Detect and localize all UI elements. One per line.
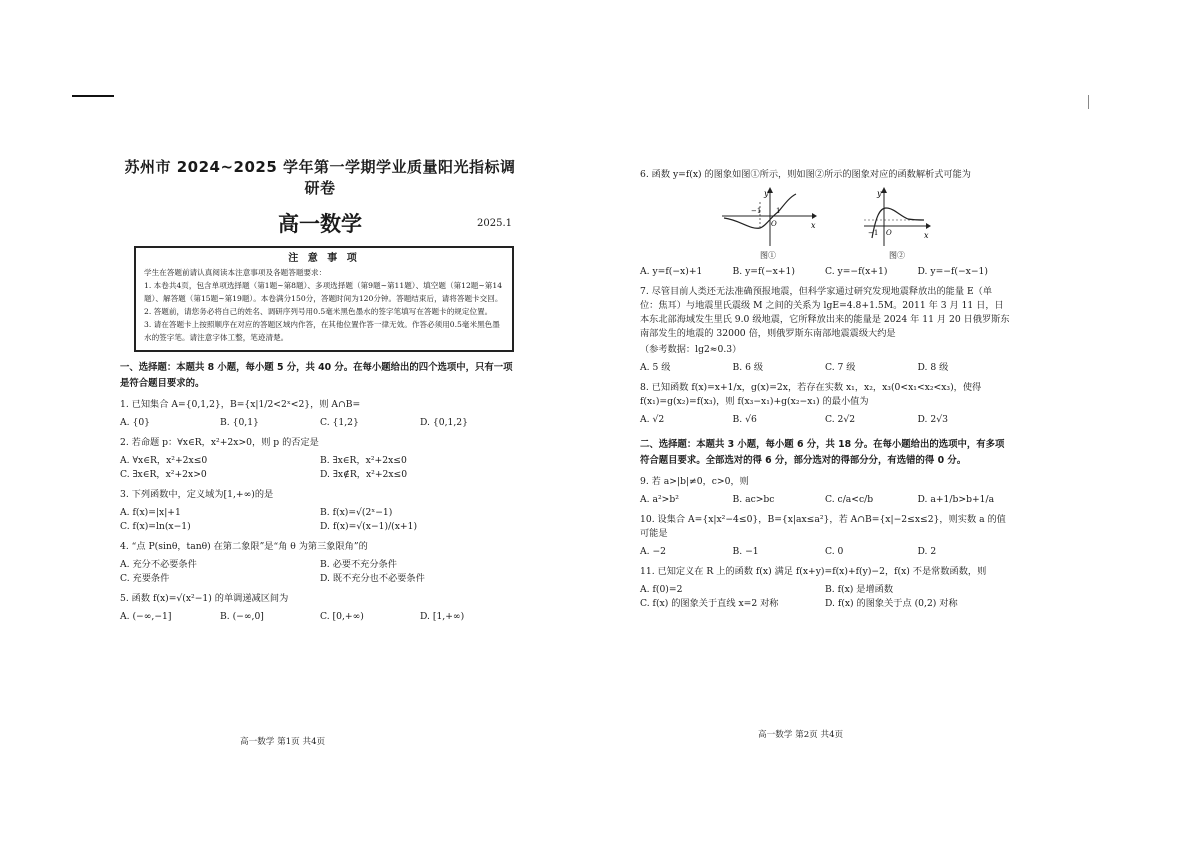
option: C. c/a<c/b <box>825 494 874 505</box>
option: B. ac>bc <box>732 494 775 505</box>
question-stem: 10. 设集合 A={x|x²−4≤0}，B={x|ax≤a²}，若 A∩B={x|−2≤x≤2}，则实数 a 的值可能是 <box>640 514 1006 539</box>
question-options <box>120 558 520 586</box>
function-figures <box>640 186 1010 261</box>
option: D. ∃x∉R，x²+2x≤0 <box>320 469 408 480</box>
axis-label: x <box>924 231 929 240</box>
scan-mark <box>72 95 114 97</box>
page-one <box>120 150 520 624</box>
page-two <box>640 168 1010 611</box>
section-heading: 二、选择题：本题共 3 小题，每小题 6 分，共 18 分。在每小题给出的选项中，有多项符合题目要求。全部选对的得 6 分，部分选对的得部分分，有选错的得 0 分。 <box>640 439 1005 466</box>
exam-date: 2025.1 <box>477 218 512 229</box>
figure-one <box>718 186 818 261</box>
option: A. (−∞,−1] <box>120 611 172 622</box>
axis-label: O <box>771 220 777 228</box>
figure-two <box>862 186 932 261</box>
page-footer: 高一数学 第1页 共4页 <box>240 737 326 747</box>
notice-box <box>134 246 514 352</box>
option: B. √6 <box>732 414 757 425</box>
option: A. √2 <box>640 414 665 425</box>
question-options <box>640 545 1010 559</box>
option: A. ∀x∈R，x²+2x≤0 <box>120 455 208 466</box>
question-stem: 8. 已知函数 f(x)=x+1/x，g(x)=2x，若存在实数 x₁，x₂，x₃(0<x₁<x₂<x₃)，使得 f(x₁)=g(x₂)=f(x₃)，则 f(x₃−x₁)+g(x₂−x₁) 的最小值为 <box>640 382 982 407</box>
option: D. {0,1,2} <box>420 417 468 428</box>
option: D. 既不充分也不必要条件 <box>320 573 425 584</box>
question-options <box>640 265 1010 279</box>
axis-label: y <box>764 189 769 198</box>
notice-title: 注 意 事 项 <box>288 253 360 264</box>
notice-item: 3. 请在答题卡上按照顺序在对应的答题区域内作答，在其他位置作答一律无效。作答必须用0.5毫米黑色墨水的签字笔。请注意字体工整，笔迹清楚。 <box>144 320 500 342</box>
option: D. 2 <box>917 546 937 557</box>
question-options <box>120 416 520 430</box>
option: D. 8 级 <box>917 362 949 373</box>
option: A. f(0)=2 <box>640 584 683 595</box>
option: D. f(x)=√(x−1)/(x+1) <box>320 521 418 532</box>
option: C. {1,2} <box>320 417 359 428</box>
option: B. 6 级 <box>732 362 764 373</box>
question-stem: 6. 函数 y=f(x) 的图象如图①所示，则如图②所示的图象对应的函数解析式可能为 <box>640 169 971 180</box>
option: B. 必要不充分条件 <box>320 559 397 570</box>
option: A. −2 <box>640 546 667 557</box>
axis-label: x <box>811 221 816 230</box>
question-options <box>640 413 1010 427</box>
exam-title: 苏州市 2024~2025 学年第一学期学业质量阳光指标调研卷 <box>124 158 516 197</box>
option: D. [1,+∞) <box>420 611 465 622</box>
option: D. f(x) 的图象关于点 (0,2) 对称 <box>825 598 958 609</box>
graph-two-svg <box>862 186 932 248</box>
figure-caption: 图① <box>760 251 776 260</box>
question-options <box>120 454 520 482</box>
option: C. y=−f(x+1) <box>825 266 888 277</box>
figure-caption: 图② <box>889 251 905 260</box>
question-options <box>120 506 520 534</box>
question-stem: 9. 若 a>|b|≠0，c>0，则 <box>640 476 749 487</box>
option: B. {0,1} <box>220 417 259 428</box>
option: C. 7 级 <box>825 362 856 373</box>
option: A. a²>b² <box>640 494 679 505</box>
option: A. 充分不必要条件 <box>120 559 197 570</box>
option: C. f(x)=ln(x−1) <box>120 521 191 532</box>
question-options <box>640 583 1010 611</box>
question-stem: 11. 已知定义在 R 上的函数 f(x) 满足 f(x+y)=f(x)+f(y)−2，f(x) 不是常数函数，则 <box>640 566 987 577</box>
option: B. y=f(−x+1) <box>732 266 795 277</box>
tick-label: 1 <box>776 207 781 215</box>
question-options <box>640 361 1010 375</box>
option: B. (−∞,0] <box>220 611 264 622</box>
option: A. 5 级 <box>640 362 671 373</box>
option: A. f(x)=|x|+1 <box>120 507 181 518</box>
option: D. 2√3 <box>917 414 948 425</box>
question-options <box>120 610 520 624</box>
option: D. y=−f(−x−1) <box>917 266 988 277</box>
question-stem: 2. 若命题 p：∀x∈R，x²+2x>0，则 p 的否定是 <box>120 437 319 448</box>
notice-intro: 学生在答题前请认真阅读本注意事项及各题答题要求： <box>144 268 327 277</box>
option: B. f(x)=√(2ˣ−1) <box>320 507 393 518</box>
scan-edge-line <box>1088 95 1089 109</box>
option: B. −1 <box>732 546 759 557</box>
question-stem: 1. 已知集合 A={0,1,2}，B={x|1/2<2ˣ<2}，则 A∩B= <box>120 399 361 410</box>
option: C. [0,+∞) <box>320 611 364 622</box>
option: C. ∃x∈R，x²+2x>0 <box>120 469 207 480</box>
question-stem: 5. 函数 f(x)=√(x²−1) 的单调递减区间为 <box>120 593 289 604</box>
question-note: （参考数据：lg2≈0.3） <box>640 344 742 355</box>
notice-item: 2. 答题前，请您务必将自己的姓名、调研序列号用0.5毫米黑色墨水的签字笔填写在答题卡的规定位置。 <box>144 307 493 316</box>
page-footer: 高一数学 第2页 共4页 <box>758 730 844 740</box>
tick-label: −1 <box>868 229 879 237</box>
question-stem: 3. 下列函数中，定义域为[1,+∞)的是 <box>120 489 274 500</box>
option: A. {0} <box>120 417 151 428</box>
notice-item: 1. 本卷共4页，包含单项选择题（第1题~第8题）、多项选择题（第9题~第11题）、填空题（第12题~第14题）、解答题（第15题~第19题）。本卷满分150分，答题时间为120分钟。答题结束后，请将答题卡交回。 <box>144 281 503 303</box>
option: D. a+1/b>b+1/a <box>917 494 995 505</box>
option: C. 2√2 <box>825 414 856 425</box>
option: C. 充要条件 <box>120 573 170 584</box>
option: B. f(x) 是增函数 <box>825 584 894 595</box>
axis-label: O <box>886 229 892 237</box>
section-heading: 一、选择题：本题共 8 小题，每小题 5 分，共 40 分。在每小题给出的四个选项中，只有一项是符合题目要求的。 <box>120 362 513 389</box>
question-stem: 4. “点 P(sinθ，tanθ) 在第二象限”是“角 θ 为第三象限角”的 <box>120 541 368 552</box>
tick-label: −1 <box>751 207 762 215</box>
question-stem: 7. 尽管目前人类还无法准确预报地震，但科学家通过研究发现地震释放出的能量 E（单位：焦耳）与地震里氏震级 M 之间的关系为 lgE=4.8+1.5M。2011 年 3 月 11 日，日本东北部海域发生里氏 9.0 级地震，它所释放出来的能量是 2024 年 11 月 20 日俄罗斯东南部发生的地震的 32000 倍，则俄罗斯东南部地震震级大约是 <box>640 286 1010 339</box>
question-options <box>640 493 1010 507</box>
axis-label: y <box>877 189 882 198</box>
option: C. f(x) 的图象关于直线 x=2 对称 <box>640 598 779 609</box>
subject-title: 高一数学 <box>278 212 362 236</box>
option: C. 0 <box>825 546 844 557</box>
option: A. y=f(−x)+1 <box>640 266 703 277</box>
option: B. ∃x∈R，x²+2x≤0 <box>320 455 407 466</box>
graph-one-svg <box>718 186 818 248</box>
